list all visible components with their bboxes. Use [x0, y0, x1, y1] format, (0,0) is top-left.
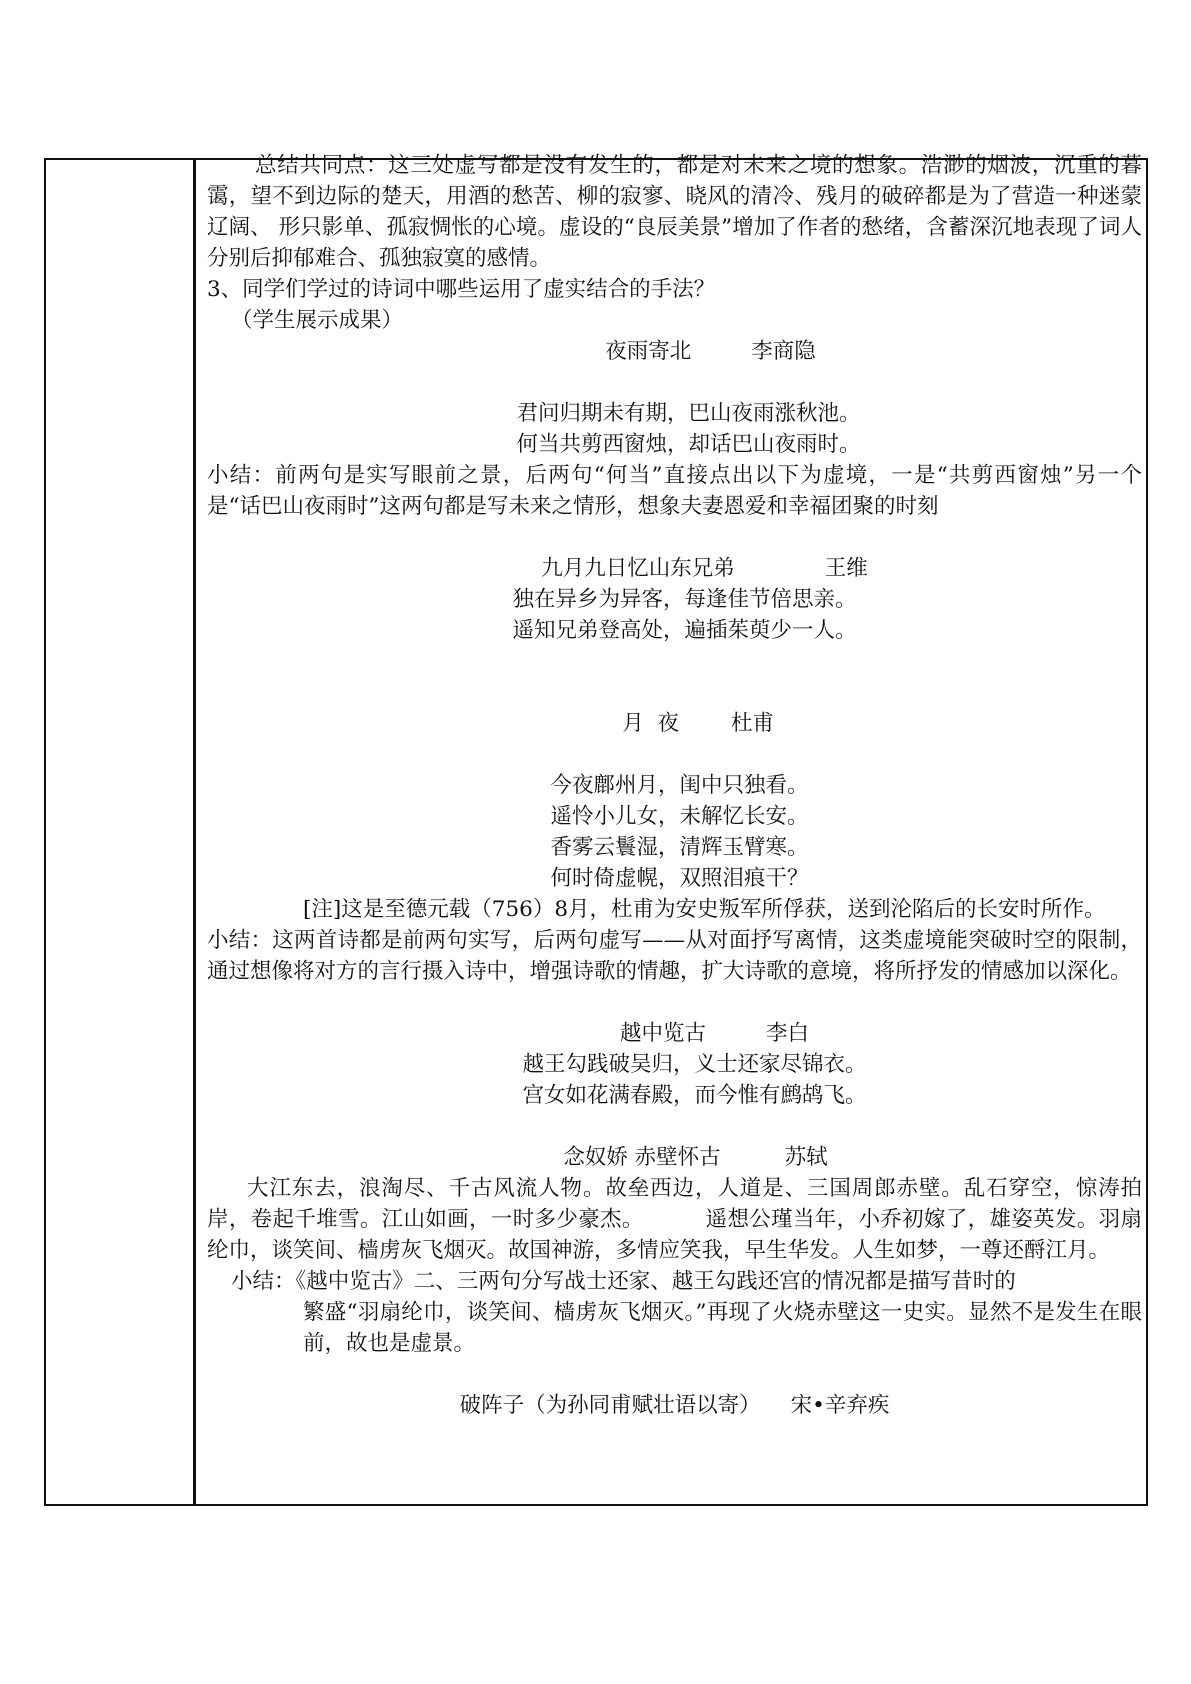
poem-title: 越中览古 [619, 1021, 706, 1046]
poem-title-niannujiao [207, 1142, 1142, 1173]
poem-title-jiuyuejiuri [207, 553, 1142, 584]
poem-author: 宋•辛弃疾 [790, 1393, 890, 1418]
poem-line: 今夜鄜州月，闺中只独看。 [550, 773, 809, 798]
poem-line: 独在异乡为异客，每逢佳节倍思亲。 [512, 587, 857, 612]
summary-2: 小结：这两首诗都是前两句实写，后两句虚写——从对面抒写离情，这类虚境能突破时空的限制，通过想像将对方的言行摄入诗中，增强诗歌的情趣，扩大诗歌的意境，将所抒发的情感加以深化。 [207, 928, 1142, 984]
poem-body-niannujiao: 大江东去，浪淘尽、千古风流人物。故垒西边，人道是、三国周郎赤壁。乱石穿空，惊涛拍岸，卷起千堆雪。江山如画，一时多少豪杰。 遥想公瑾当年，小乔初嫁了，雄姿英发。羽扇纶巾，谈笑间、樯虏灰飞烟灭。故国神游，多情应笑我，早生华发。人生如梦，一尊还酹江月。 [207, 1176, 1142, 1263]
lesson-content [207, 153, 1142, 1421]
poem-line: 君问归期未有期，巴山夜雨涨秋池。 [516, 401, 861, 426]
summary-1: 小结：前两句是实写眼前之景，后两句“何当”直接点出以下为虚境，一是“共剪西窗烛”另一个是“话巴山夜雨时”这两句都是写未来之情形，想象夫妻恩爱和幸福团聚的时刻 [207, 463, 1142, 519]
poem-author: 苏轼 [784, 1145, 828, 1170]
historical-note: [注]这是至德元载（756）8月，杜甫为安史叛军所俘获，送到沦陷后的长安时所作。 [303, 897, 1106, 922]
summary-3-head: 小结：《越中览古》二、三两句分写战士还家、越王勾践还宫的情况都是描写昔时的 [231, 1269, 1016, 1294]
poem-line: 何时倚虚幌，双照泪痕干？ [550, 866, 809, 891]
poem-line: 遥怜小儿女，未解忆长安。 [550, 804, 809, 829]
poem-title: 念奴娇 赤壁怀古 [563, 1145, 721, 1170]
poem-title: 九月九日忆山东兄弟 [541, 556, 735, 581]
poem-title-yeyujibei [207, 336, 1142, 367]
poem-line: 宫女如花满春殿，而今惟有鹧鸪飞。 [522, 1083, 867, 1108]
poem-title: 破阵子（为孙同甫赋壮语以寄） [459, 1393, 761, 1418]
summary-3-tail: 繁盛“羽扇纶巾，谈笑间、樯虏灰飞烟灭。”再现了火烧赤壁这一史实。显然不是发生在眼前，故也是虚景。 [303, 1300, 1142, 1356]
question-3: 3、同学们学过的诗词中哪些运用了虚实结合的手法？ [207, 277, 716, 302]
poem-title-yuezhonglangu [207, 1018, 1142, 1049]
poem-line: 何当共剪西窗烛，却话巴山夜雨时。 [516, 432, 861, 457]
poem-title-pozhenzi [207, 1390, 1142, 1421]
poem-title: 夜雨寄北 [605, 339, 692, 364]
poem-title-yueye [207, 677, 1142, 770]
poem-author: 李白 [766, 1021, 810, 1046]
poem-author: 李商隐 [751, 339, 816, 364]
column-divider [193, 158, 196, 1506]
poem-author: 杜甫 [731, 711, 775, 736]
poem-line: 越王勾践破吴归，义士还家尽锦衣。 [522, 1052, 867, 1077]
poem-line: 香雾云鬟湿，清辉玉臂寒。 [550, 835, 809, 860]
student-show-label: （学生展示成果） [231, 308, 404, 333]
summary-common-points: 总结共同点：这三处虚写都是没有发生的，都是对未来之境的想象。浩渺的烟波，沉重的暮霭，望不到边际的楚天，用酒的愁苦、柳的寂寥、晓风的清冷、残月的破碎都是为了营造一种迷蒙辽阔、 形只影单、孤寂惆怅的心境。虚设的“良辰美景”增加了作者的愁绪，含蓄深沉地表现了词人分别后抑郁难合、孤独寂寞的感情。 [207, 153, 1142, 271]
poem-line: 遥知兄弟登高处，遍插茱萸少一人。 [512, 618, 857, 643]
poem-title: 月 夜 [622, 711, 679, 736]
poem-author: 王维 [824, 556, 868, 581]
